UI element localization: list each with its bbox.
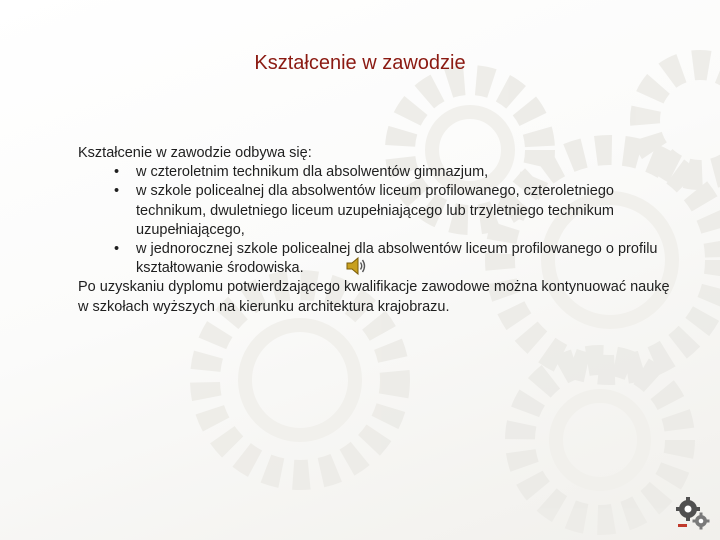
list-item — [78, 182, 678, 240]
list-item-text: w czteroletnim technikum dla absolwentów gimnazjum, — [136, 164, 489, 181]
bullet-glyph: • — [114, 183, 120, 200]
intro-text: Kształcenie w zawodzie odbywa się: — [78, 145, 312, 161]
list-item-text: w szkole policealnej dla absolwentów liceum profilowanego, czteroletniego technikum, dwuletniego liceum uzupełniającego lub trzyletniego technikum uzupełniającego, — [136, 183, 614, 238]
bullet-glyph: • — [114, 241, 120, 258]
slide-title: Kształcenie w zawodzie — [254, 52, 466, 74]
list-item — [78, 163, 678, 182]
speaker-icon[interactable] — [345, 255, 367, 277]
slide-body — [78, 144, 678, 317]
bullet-glyph: • — [114, 164, 120, 181]
gears-logo-icon — [674, 494, 710, 530]
list-item-text: w jednorocznej szkole policealnej dla absolwentów liceum profilowanego o profilu kształtowanie środowiska. — [136, 241, 658, 277]
closing-text: Po uzyskaniu dyplomu potwierdzającego kwalifikacje zawodowe można kontynuować naukę w szkołach wyższych na kierunku architektura krajobrazu. — [78, 279, 670, 315]
bullet-list — [78, 163, 678, 278]
list-item — [78, 240, 678, 278]
